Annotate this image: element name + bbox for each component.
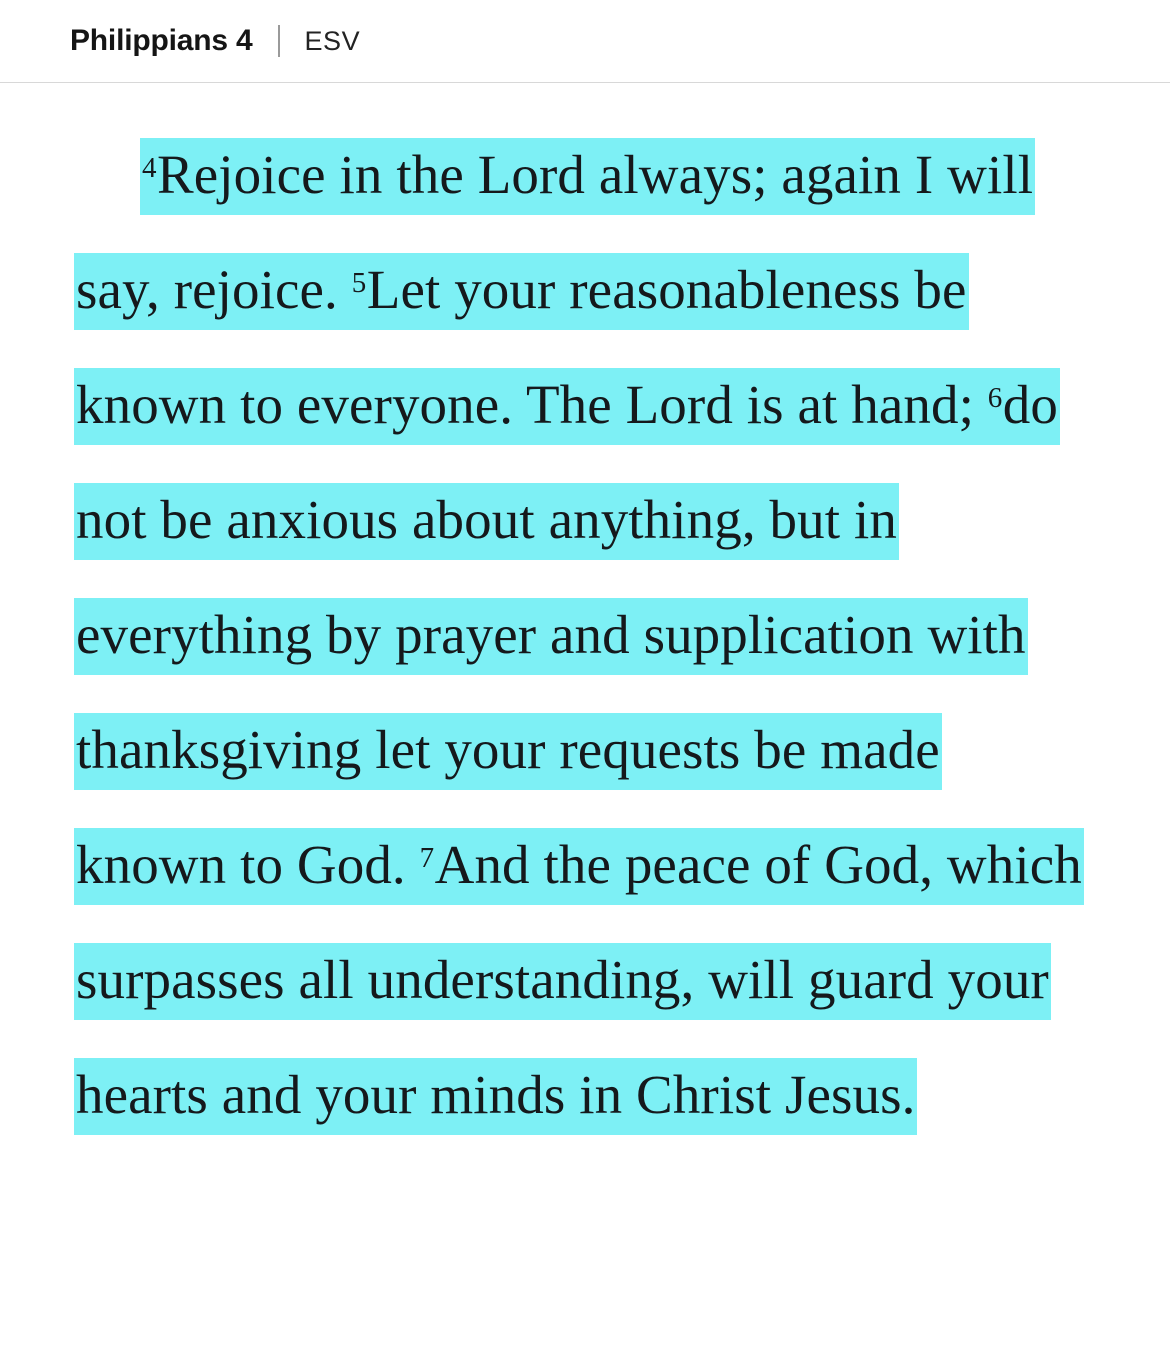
verse-text-7: And the peace of God, which surpasses all understanding, will guard your hearts and your minds in Christ Jesus. (76, 834, 1082, 1125)
verse-text-4: Rejoice in the Lord always; again I will say, rejoice. (76, 144, 1034, 320)
passage-body (0, 83, 1170, 1152)
verse-number-7: 7 (419, 842, 435, 874)
passage-header (0, 0, 1170, 83)
header-divider (278, 25, 280, 57)
verse-text-6: do not be anxious about anything, but in everything by prayer and supplication with thanksgiving let your requests be made known to God. (76, 374, 1058, 895)
verse-text-5: Let your reasonableness be known to everyone. The Lord is at hand; (76, 259, 988, 435)
passage-paragraph (74, 117, 1096, 1152)
verse-number-5: 5 (351, 267, 367, 299)
translation-label: ESV (304, 25, 361, 56)
page-title: Philippians 4 (70, 24, 253, 57)
verse-number-4: 4 (142, 152, 157, 184)
highlighted-passage[interactable] (74, 138, 1084, 1135)
verse-number-6: 6 (987, 382, 1003, 414)
